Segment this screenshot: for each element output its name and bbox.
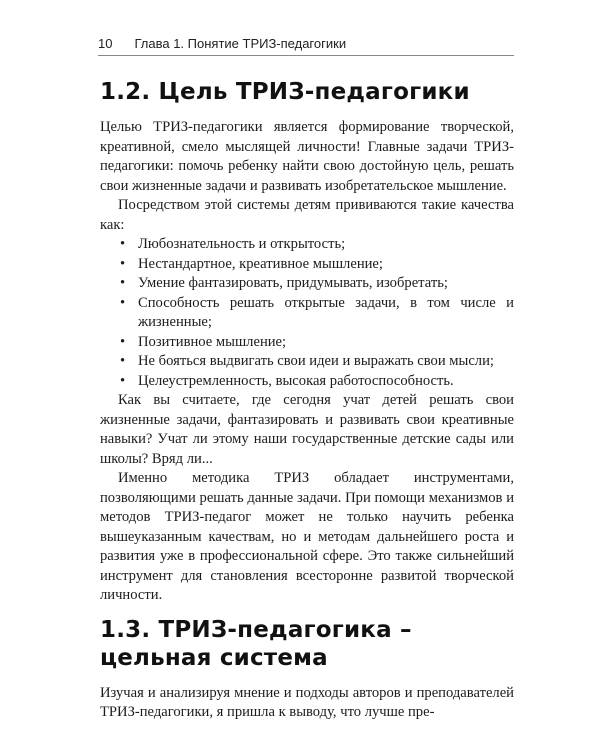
list-item: • Не бояться выдвигать свои идеи и выражать свои мысли;	[118, 352, 514, 372]
list-item: • Позитивное мышление;	[118, 333, 514, 353]
list-item: • Способность решать открытые задачи, в том числе и жизненные;	[120, 294, 514, 330]
section-heading-1-2: 1.2. Цель ТРИЗ-педагогики	[100, 79, 470, 105]
paragraph-method: Именно методика ТРИЗ обладает инструментами, позволяющими решать данные задачи. При помощи механизмов и методов ТРИЗ-педагог может не только научить ребенка вышеуказанным качествам, но и методам дальнейшего роста и развития уже в профессиональной сфере. Это также сильнейший инструмент для становления всесторонне развитой творческой личности.	[100, 470, 514, 603]
qualities-list	[100, 235, 514, 391]
bullet-icon: •	[120, 255, 126, 272]
bullet-icon: •	[120, 333, 126, 350]
paragraph-qualities-intro: Посредством этой системы детям прививаются такие качества как:	[100, 197, 514, 233]
paragraph-question: Как вы считаете, где сегодня учат детей решать свои жизненные задачи, фантазировать и развивать свои креативные навыки? Учат ли этому наши государственные детские сады или школы? Вряд ли...	[100, 392, 514, 467]
bullet-icon: •	[120, 275, 126, 291]
bullet-icon: •	[120, 372, 126, 389]
paragraph-goal: Целью ТРИЗ-педагогики является формирование творческой, креативной, смело мыслящей личности! Главные задачи ТРИЗ-педагогики: помочь ребенку найти свою достойную цель, решать свои жизненные задачи и развивать изобретательское мышление.	[100, 119, 514, 194]
chapter-title: Глава 1. Понятие ТРИЗ-педагогики	[134, 36, 347, 51]
list-item: • Целеустремленность, высокая работоспособность.	[118, 372, 514, 392]
list-item: • Любознательность и открытость;	[118, 235, 514, 255]
list-item: • Умение фантазировать, придумывать, изобретать;	[118, 274, 514, 294]
bullet-icon: •	[120, 353, 126, 369]
bullet-icon: •	[120, 236, 126, 252]
page-number: 10	[98, 36, 113, 51]
list-item: • Нестандартное, креативное мышление;	[118, 255, 514, 275]
section-heading-1-3: 1.3. ТРИЗ-педагогика – цельная система	[100, 616, 412, 671]
running-header	[98, 36, 514, 56]
paragraph-analysis: Изучая и анализируя мнение и подходы авторов и преподавателей ТРИЗ-педагогики, я пришла к выводу, что лучше пре-	[100, 684, 514, 720]
bullet-icon: •	[120, 294, 126, 311]
